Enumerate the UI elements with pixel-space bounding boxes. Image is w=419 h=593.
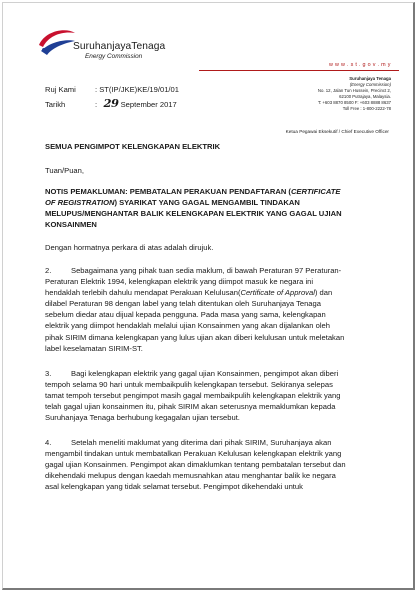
address-phone: T: +603 8870 8500 F: +603 8888 8637 <box>317 100 391 106</box>
address-tollfree: Toll Free : 1-800-2222-78 <box>342 106 391 112</box>
opening-sentence: Dengan hormatnya perkara di atas adalah dirujuk. <box>45 243 214 252</box>
salutation: Tuan/Puan, <box>45 166 84 175</box>
date-month-year: September 2017 <box>120 100 177 109</box>
org-name: SuruhanjayaTenaga <box>73 41 166 52</box>
ruj-value: : ST(IP/JKE)KE/19/01/01 <box>95 85 179 94</box>
address-name-en: (Energy Commission) <box>349 82 391 88</box>
swoosh-logo-icon <box>37 27 77 57</box>
paragraph-number: 4. <box>45 438 52 447</box>
address-line: No. 12, Jalan Tun Hussein, Precinct 2, <box>317 88 391 94</box>
addressee: SEMUA PENGIMPOT KELENGKAPAN ELEKTRIK <box>45 142 221 151</box>
paragraph-4: 4. Setelah meneliti maklumat yang diterima dari pihak SIRIM, Suruhanjaya akan mengambil tindakan untuk membatalkan Perakuan Kelulusan kelengkapan elektrik yang gagal ujian Konsainmen. Pengimpot akan dimaklumkan tentang pembatalan tersebut dan dikehendaki melupus dengan kaedah memusnahkan atau menghantar balik ke negara asal kelengkapan yang tidak selamat tersebut. Pengimpot dikehendaki untuk <box>45 438 346 492</box>
paragraph-3: 3. Bagi kelengkapan elektrik yang gagal ujian Konsainmen, pengimpot akan diberi tempoh selama 90 hari untuk membaikpulih kelengkapan tersebut. Sekiranya selepas tamat tempoh tersebut pengimpot masih gagal membaikpulih kelengkapan elektrik yang telah gagal ujian konsainmen itu, pihak SIRIM akan seterusnya memaklumkan kepada Suruhanjaya Tenaga berhubung kegagalan ujian tersebut. <box>45 369 341 423</box>
ruj-label: Ruj Kami <box>45 85 76 94</box>
header-divider <box>199 70 399 71</box>
address-name: Suruhanjaya Tenaga <box>349 76 391 81</box>
letter-page <box>2 2 415 590</box>
energy-commission-logo <box>37 27 197 65</box>
paragraph-2: 2. Sebagaimana yang pihak tuan sedia maklum, di bawah Peraturan 97 Peraturan- Peraturan Elektrik 1994, kelengkapan elektrik yang diimpot masuk ke negara ini hendaklah terlebih dahulu mendapat Perakuan Kelulusan(Certificate of Approval) dan dilabel Peraturan 98 dengan label yang telah ditentukan oleh Suruhanjaya Tenaga sebelum diedar atau dijual kepada pengguna. Pada masa yang sama, kelengkapan elektrik yang diimpot hendaklah melalui ujian Konsainmen yang akan dijalankan oleh pihak SIRIM dimana kelengkapan yang lulus ujian akan diberi kelulusan untuk meletakan label keselamatan SIRIM-ST. <box>45 266 345 353</box>
handwritten-day: 29 <box>103 96 119 110</box>
officer-title: Ketua Pegawai Eksekutif / Chief Executive Officer <box>285 129 389 134</box>
address-line: 62100 Putrajaya, Malaysia. <box>339 94 391 100</box>
reference-number <box>45 85 179 94</box>
website-url: w w w . s t . g o v . m y <box>329 62 391 68</box>
org-name-en: Energy Commission <box>85 53 143 60</box>
subject-heading: NOTIS PEMAKLUMAN: PEMBATALAN PERAKUAN PENDAFTARAN (CERTIFICATE OF REGISTRATION) SYARIKAT YANG GAGAL MENGAMBIL TINDAKAN MELUPUS/MENGHANTAR BALIK KELENGKAPAN ELEKTRIK YANG GAGAL UJIAN KONSAINMEN <box>45 187 342 230</box>
address-block <box>318 76 391 113</box>
letter-date: Tarikh : 29 September 2017 <box>45 96 177 110</box>
tarikh-label: Tarikh <box>45 100 66 109</box>
paragraph-number: 3. <box>45 369 52 378</box>
paragraph-number: 2. <box>45 266 52 275</box>
